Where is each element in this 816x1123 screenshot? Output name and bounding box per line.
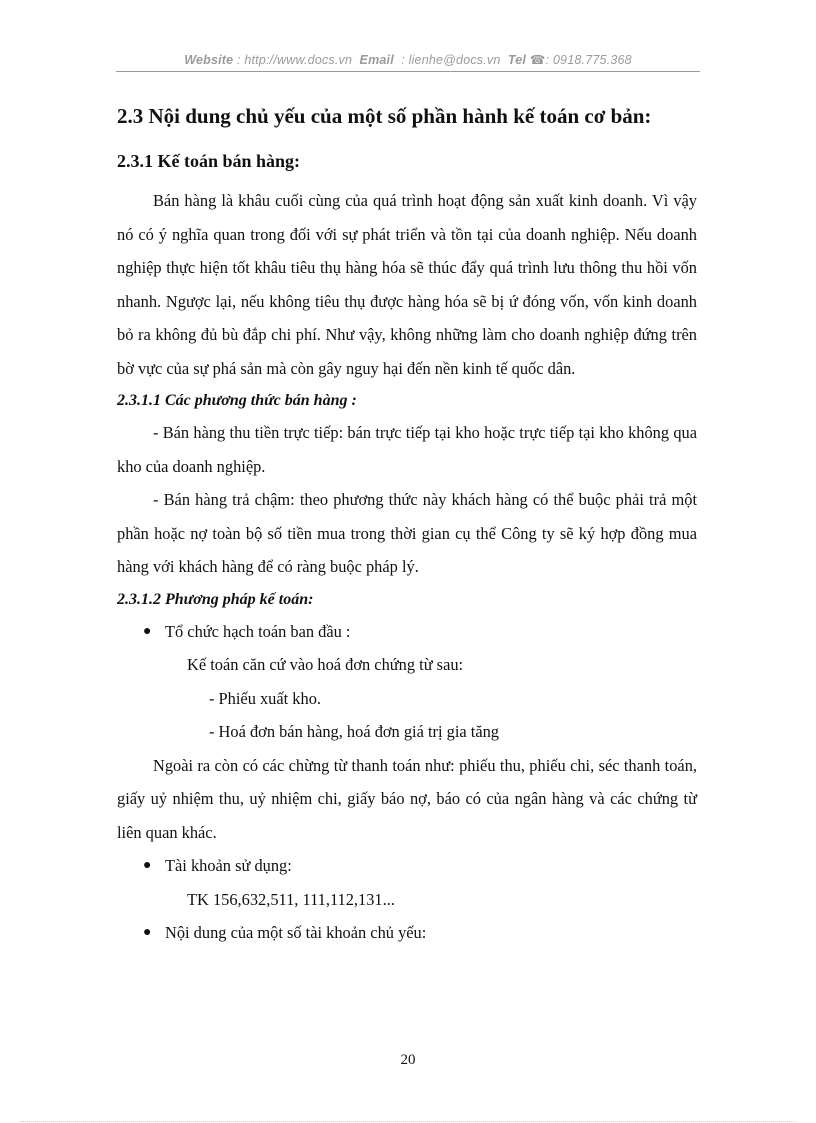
- page-number: 20: [400, 1052, 416, 1068]
- document-item-warehouse-slip: - Phiếu xuất kho.: [209, 688, 321, 708]
- account-list: TK 156,632,511, 111,112,131...: [187, 889, 395, 909]
- bullet-icon: ●: [143, 925, 152, 940]
- email-label: Email: [359, 53, 394, 67]
- email-value: : lienhe@docs.vn: [401, 53, 501, 67]
- accounting-heading: 2.3.1.2 Phương pháp kế toán:: [117, 590, 314, 608]
- page-header: [116, 52, 700, 67]
- tel-label: Tel: [507, 53, 527, 67]
- section-title: 2.3 Nội dung chủ yếu của một số phần hành kế toán cơ bản:: [117, 104, 652, 128]
- website-value: : http://www.docs.vn: [237, 53, 353, 67]
- method-item-direct: - Bán hàng thu tiền trực tiếp: bán trực tiếp tại kho hoặc trực tiếp tại kho không qua kho của doanh nghiệp.: [117, 423, 697, 476]
- methods-heading: 2.3.1.1 Các phương thức bán hàng :: [117, 392, 357, 409]
- bullet-icon: ●: [143, 623, 152, 639]
- tel-value: : 0918.775.368: [545, 53, 632, 67]
- method-item-deferred: - Bán hàng trả chậm: theo phương thức này khách hàng có thể buộc phải trả một phần hoặc nợ toàn bộ số tiền mua trong thời gian cụ thể Công ty sẽ ký hợp đồng mua hàng với khách hàng để có ràng buộc pháp lý.: [117, 490, 697, 576]
- footer-divider: [20, 1121, 796, 1122]
- website-label: Website: [184, 53, 234, 67]
- bullet-accounts-used: [117, 849, 697, 883]
- header-divider: [116, 71, 700, 72]
- phone-icon: ☎: [529, 53, 546, 67]
- bullet-label: Tổ chức hạch toán ban đầu :: [165, 621, 351, 641]
- subsection-title: 2.3.1 Kế toán bán hàng:: [117, 151, 301, 171]
- document-body: [117, 98, 697, 950]
- bullet-main-accounts: [117, 916, 697, 950]
- documents-intro: Kế toán căn cứ vào hoá đơn chứng từ sau:: [187, 655, 464, 674]
- bullet-initial-accounting: [117, 615, 697, 649]
- document-item-invoice: - Hoá đơn bán hàng, hoá đơn giá trị gia tăng: [209, 722, 499, 741]
- bullet-label: Nội dung của một số tài khoản chủ yếu:: [165, 923, 427, 942]
- bullet-icon: ●: [143, 858, 152, 873]
- bullet-label: Tài khoản sử dụng:: [165, 856, 292, 875]
- intro-paragraph: Bán hàng là khâu cuối cùng của quá trình hoạt động sản xuất kinh doanh. Vì vậy nó có ý nghĩa quan trong đối với sự phát triển và tồn tại của doanh nghiệp. Nếu doanh nghiệp thực hiện tốt khâu tiêu thụ hàng hóa sẽ thúc đẩy quá trình lưu thông thu hồi vốn nhanh. Ngược lại, nếu không tiêu thụ được hàng hóa sẽ bị ứ đóng vốn, vốn kinh doanh bỏ ra không đủ bù đắp chi phí. Như vậy, không những làm cho doanh nghiệp đứng trên bờ vực của sự phá sản mà còn gây nguy hại đến nền kinh tế quốc dân.: [117, 191, 697, 378]
- other-documents-paragraph: Ngoài ra còn có các chừng từ thanh toán như: phiếu thu, phiếu chi, séc thanh toán, giấy uỷ nhiệm thu, uỷ nhiệm chi, giấy báo nợ, báo có của ngân hàng và các chứng từ liên quan khác.: [117, 755, 697, 842]
